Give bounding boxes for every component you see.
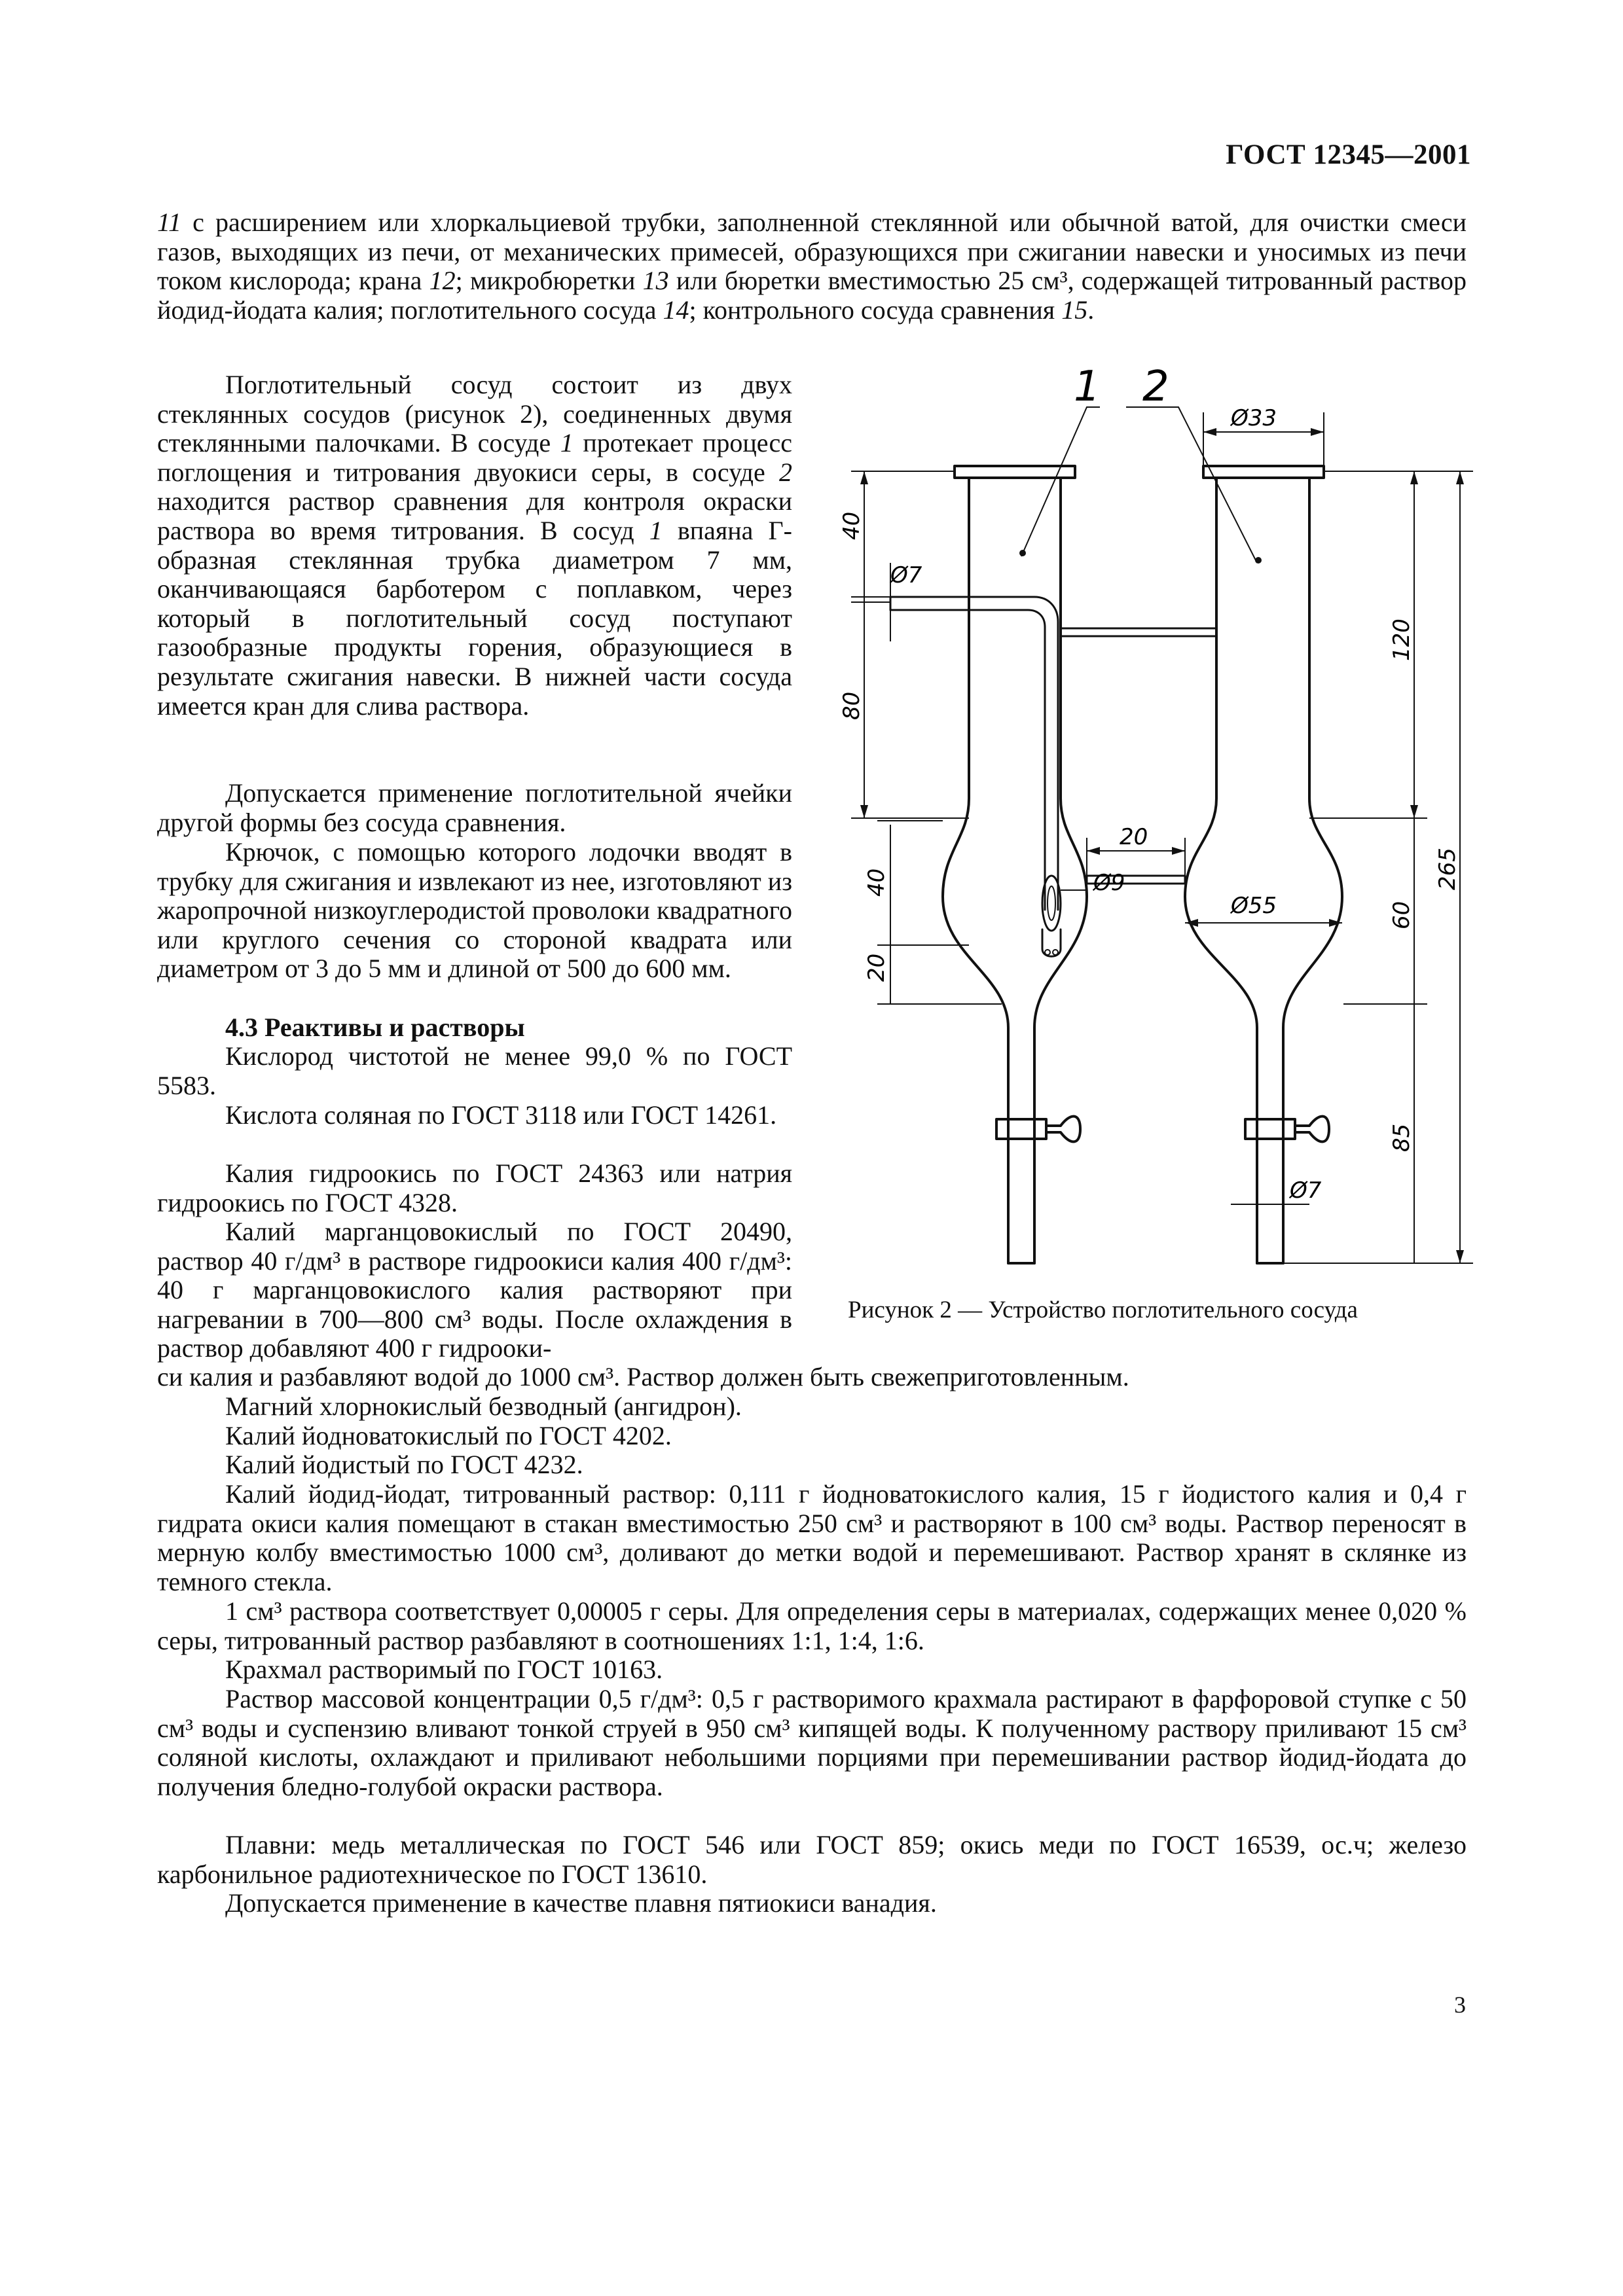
ref-15: 15 — [1061, 295, 1088, 325]
ref-11: 11 — [157, 207, 182, 237]
figure-caption: Рисунок 2 — Устройство поглотительного сосуда — [848, 1297, 1358, 1323]
reagent-koh: Калия гидроокись по ГОСТ 24363 или натрия гидроокись по ГОСТ 4328. — [157, 1158, 792, 1217]
dim-d9: Ø9 — [1093, 870, 1125, 896]
starch-solution-paragraph: Раствор массовой концентрации 0,5 г/дм³: 0,5 г растворимого крахмала растирают в фарфоровой ступке с 50 см³ воды и суспензию вливают тонкой струей в 950 см³ кипящей воды. К полученному раствору приливают 15 см³ соляной кислоты, охлаждают и приливают небольшими порциями при перемешивании раствор йодид-йодата до получения бледно-голубой окраски раствора. — [157, 1684, 1467, 1801]
dim-120: 120 — [1389, 619, 1415, 661]
vessel-2 — [1185, 466, 1342, 1263]
p1-text-d: впаяна Г-образная стеклянная трубка диаметром 7 мм, оканчивающаяся барботером с поплавком, через который в поглотительный сосуд поступают газообразные продукты горения, образующиеся в результате сжигания навески. В нижней части сосуда имеется кран для слива раствора. — [157, 515, 792, 721]
dim-20-gap: 20 — [1120, 824, 1148, 850]
kmno4-continuation: си калия и разбавляют водой до 1000 см³. Раствор должен быть свежеприготовленным. — [157, 1362, 1129, 1391]
dim-d55: Ø55 — [1231, 893, 1277, 919]
dim-40-top: 40 — [839, 511, 865, 540]
dim-d7-bottom: Ø7 — [1290, 1177, 1322, 1204]
reagent-iodide-iodate: Калий йодид-йодат, титрованный раствор: 0,111 г йодноватокислого калия, 15 г йодистого калия и 0,4 г гидрата окиси калия помещают в стакан вместимостью 250 см³ и растворяют в 100 см³ воды. Раствор переносят в мерную колбу вместимостью 1000 см³, доливают до метки водой и перемешивают. Раствор хранят в склянке из темного стекла. — [157, 1479, 1467, 1596]
p1-ref-1: 1 — [560, 428, 574, 458]
p1-ref-3: 1 — [649, 515, 663, 545]
intro-text-d: ; контрольного сосуда сравнения — [689, 295, 1062, 325]
page-number: 3 — [1454, 1992, 1466, 2018]
intro-paragraph — [157, 208, 1467, 325]
reagent-anhydrone: Магний хлорнокислый безводный (ангидрон). — [225, 1391, 742, 1421]
standard-header: ГОСТ 12345—2001 — [1226, 139, 1471, 170]
dim-80: 80 — [839, 691, 865, 720]
ref-13: 13 — [642, 266, 669, 296]
ref-14: 14 — [663, 295, 689, 325]
intro-text-a: с расширением или хлоркальциевой трубки, заполненной стеклянной или обычной ватой, для очистки смеси газов, выходящих из печи, от механических примесей, образующихся при сжигании навески и уносимых из печи током кислорода; крана — [157, 207, 1467, 296]
dim-d33: Ø33 — [1231, 405, 1277, 431]
dim-60: 60 — [1389, 901, 1415, 929]
p1-ref-2: 2 — [779, 457, 792, 487]
intro-text-e: . — [1087, 295, 1095, 325]
reagent-hcl: Кислота соляная по ГОСТ 3118 или ГОСТ 14261. — [225, 1100, 777, 1130]
reagent-kio3: Калий йодноватокислый по ГОСТ 4202. — [225, 1421, 672, 1450]
label-vessel-2: 2 — [1142, 367, 1169, 411]
dim-265: 265 — [1434, 848, 1461, 890]
p1-text-b: протекает процесс поглощения и титрования двуокиси серы, в сосуде — [157, 428, 792, 487]
fluxes-paragraph: Плавни: медь металлическая по ГОСТ 546 или ГОСТ 859; окись меди по ГОСТ 16539, ос.ч; железо карбонильное радиотехническое по ГОСТ 13610. — [157, 1830, 1467, 1889]
titer-paragraph: 1 см³ раствора соответствует 0,00005 г серы. Для определения серы в материалах, содержащих менее 0,020 % серы, титрованный раствор разбавляют в соотношениях 1:1, 1:4, 1:6. — [157, 1596, 1467, 1655]
label-vessel-1: 1 — [1074, 367, 1101, 411]
connecting-rod-top — [1061, 628, 1216, 636]
alternative-cell-paragraph: Допускается применение поглотительной ячейки другой формы без сосуда сравнения. — [157, 778, 792, 837]
p1-text-a: Поглотительный сосуд состоит из двух стеклянных сосудов (рисунок 2), соединенных двумя стеклянными палочками. В сосуде — [157, 370, 792, 458]
p1-text-c: находится раствор сравнения для контроля окраски раствора во время титрования. В сосуд — [157, 486, 792, 545]
absorber-vessel-figure — [812, 367, 1480, 1289]
absorber-description — [157, 370, 792, 721]
reagent-ki: Калий йодистый по ГОСТ 4232. — [225, 1450, 583, 1479]
reagent-oxygen: Кислород чистотой не менее 99,0 % по ГОСТ 5583. — [157, 1041, 792, 1100]
dim-85: 85 — [1389, 1123, 1415, 1152]
hook-paragraph: Крючок, с помощью которого лодочки вводят в трубку для сжигания и извлекают из нее, изготовляют из жаропрочной низкоуглеродистой проволоки квадратного или круглого сечения со стороной квадрата или диаметром от 3 до 5 мм и длиной от 500 до 600 мм. — [157, 837, 792, 984]
reagent-kmno4: Калий марганцовокислый по ГОСТ 20490, раствор 40 г/дм³ в растворе гидроокиси калия 400 г/дм³: 40 г марганцовокислого калия растворяют при нагревании в 700—800 см³ воды. После охлаждения в раствор добавляют 400 г гидрооки- — [157, 1217, 792, 1363]
intro-text-b: ; микробюретки — [455, 266, 643, 296]
vanadium-paragraph: Допускается применение в качестве плавня пятиокиси ванадия. — [225, 1888, 937, 1918]
intro-text-c: или бюретки вместимостью 25 см³, содержащей титрованный раствор йодид-йодата калия; поглотительного сосуда — [157, 266, 1467, 325]
ref-12: 12 — [429, 266, 456, 296]
dim-20-left: 20 — [864, 953, 890, 982]
dim-40-mid: 40 — [864, 868, 890, 897]
reagent-starch: Крахмал растворимый по ГОСТ 10163. — [225, 1655, 663, 1684]
section-heading: 4.3 Реактивы и растворы — [225, 1013, 525, 1042]
dim-d7-top: Ø7 — [890, 562, 922, 588]
